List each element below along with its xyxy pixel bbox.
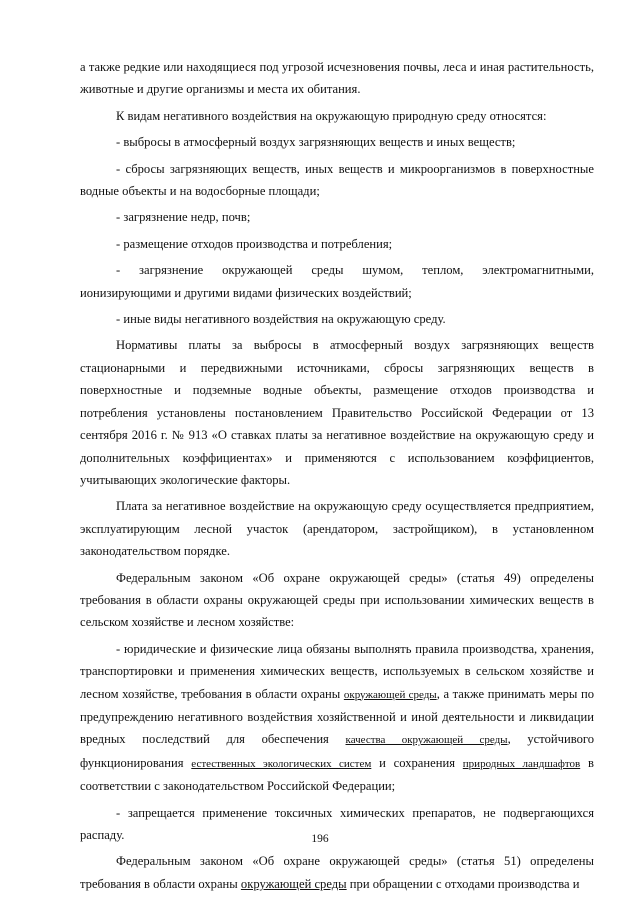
paragraph-article-49 (80, 567, 594, 634)
text-run: Нормативы платы за выбросы в атмосферный воздух загрязняющих веществ стационарными и передвижными источниками, сбросы загрязняющих веществ в поверхностные и подземные водные объекты, размещение отходов производства и потребления установлены постановлением Правительство Российской Федерации от 13 сентября 2016 г. № 913 «О ставках платы за негативное воздействие на окружающую среду и дополнительных коэффициентах» и применяются с использованием коэффициентов, учитывающих экологические факторы. (80, 338, 594, 487)
text-run: Федеральным законом «Об охране окружающей среды» (статья 49) определены требования в области охраны окружающей среды при использовании химических веществ в сельском хозяйстве и лесном хозяйстве: (80, 570, 594, 630)
hyperlink-natural-landscapes[interactable]: природных ландшафтов (462, 757, 581, 770)
list-item (80, 259, 594, 304)
paragraph-article-51 (80, 850, 594, 895)
paragraph-continuation (80, 56, 594, 101)
text-run: Федеральным законом «Об охране окружающей среды» (статья 51) определены требования в области охраны (80, 854, 594, 891)
text-run: К видам негативного воздействия на окружающую природную среду относятся: (116, 108, 547, 123)
text-run: - запрещается применение токсичных химических препаратов, не подвергающихся распаду. (80, 805, 594, 842)
text-run: - загрязнение окружающей среды шумом, теплом, электромагнитными, ионизирующими и другими видами физических воздействий; (80, 263, 594, 300)
list-item (80, 206, 594, 228)
text-run: Плата за негативное воздействие на окружающую среду осуществляется предприятием, эксплуатирующим лесной участок (арендатором, застройщиком), в установленном законодательством порядке. (80, 499, 594, 559)
paragraph-payment-norms (80, 334, 594, 491)
text-run: при обращении с отходами производства и (346, 876, 580, 891)
text-run: в соответствии с законодательством Российской Федерации; (80, 755, 594, 794)
text-run: - сбросы загрязняющих веществ, иных веществ и микроорганизмов в поверхностные водные объекты и на водосборные площади; (80, 161, 594, 199)
list-item (80, 638, 594, 798)
list-item (80, 158, 594, 203)
text-run: а также редкие или находящиеся под угрозой исчезновения почвы, леса и иная растительность, животные и другие организмы и места их обитания. (80, 60, 594, 97)
page-number: 196 (311, 833, 329, 845)
text-run: и сохранения (371, 755, 463, 770)
text-run: - выбросы в атмосферный воздух загрязняющих веществ и иных веществ; (116, 135, 516, 150)
list-item (80, 233, 594, 255)
hyperlink-environment-quality[interactable]: качества окружающей среды (345, 734, 508, 747)
text-run: - юридические и физические лица обязаны выполнять правила производства, хранения, транспортировки и применения химических веществ, используемых в сельском хозяйстве и лесном хозяйстве, требования в области охраны (80, 641, 594, 701)
hyperlink-natural-ecosystems[interactable]: естественных экологических систем (191, 757, 372, 770)
text-run: , а также принимать меры по предупреждению негативного воздействия хозяйственной и иной деятельности и ликвидации вредных последствий для обеспечения (80, 686, 594, 747)
list-item (80, 131, 594, 153)
text-run: - загрязнение недр, почв; (116, 210, 251, 225)
hyperlink-environment[interactable]: окружающей среды (240, 876, 347, 891)
paragraph-payment-procedure (80, 495, 594, 562)
text-run: - размещение отходов производства и потребления; (116, 236, 393, 251)
document-body (80, 56, 594, 899)
text-run: , устойчивого функционирования (80, 732, 595, 770)
text-run: - иные виды негативного воздействия на окружающую среду. (116, 312, 446, 327)
hyperlink-environment[interactable]: окружающей среды (343, 688, 437, 701)
list-item (80, 308, 594, 330)
paragraph-impact-types-intro (80, 105, 594, 127)
